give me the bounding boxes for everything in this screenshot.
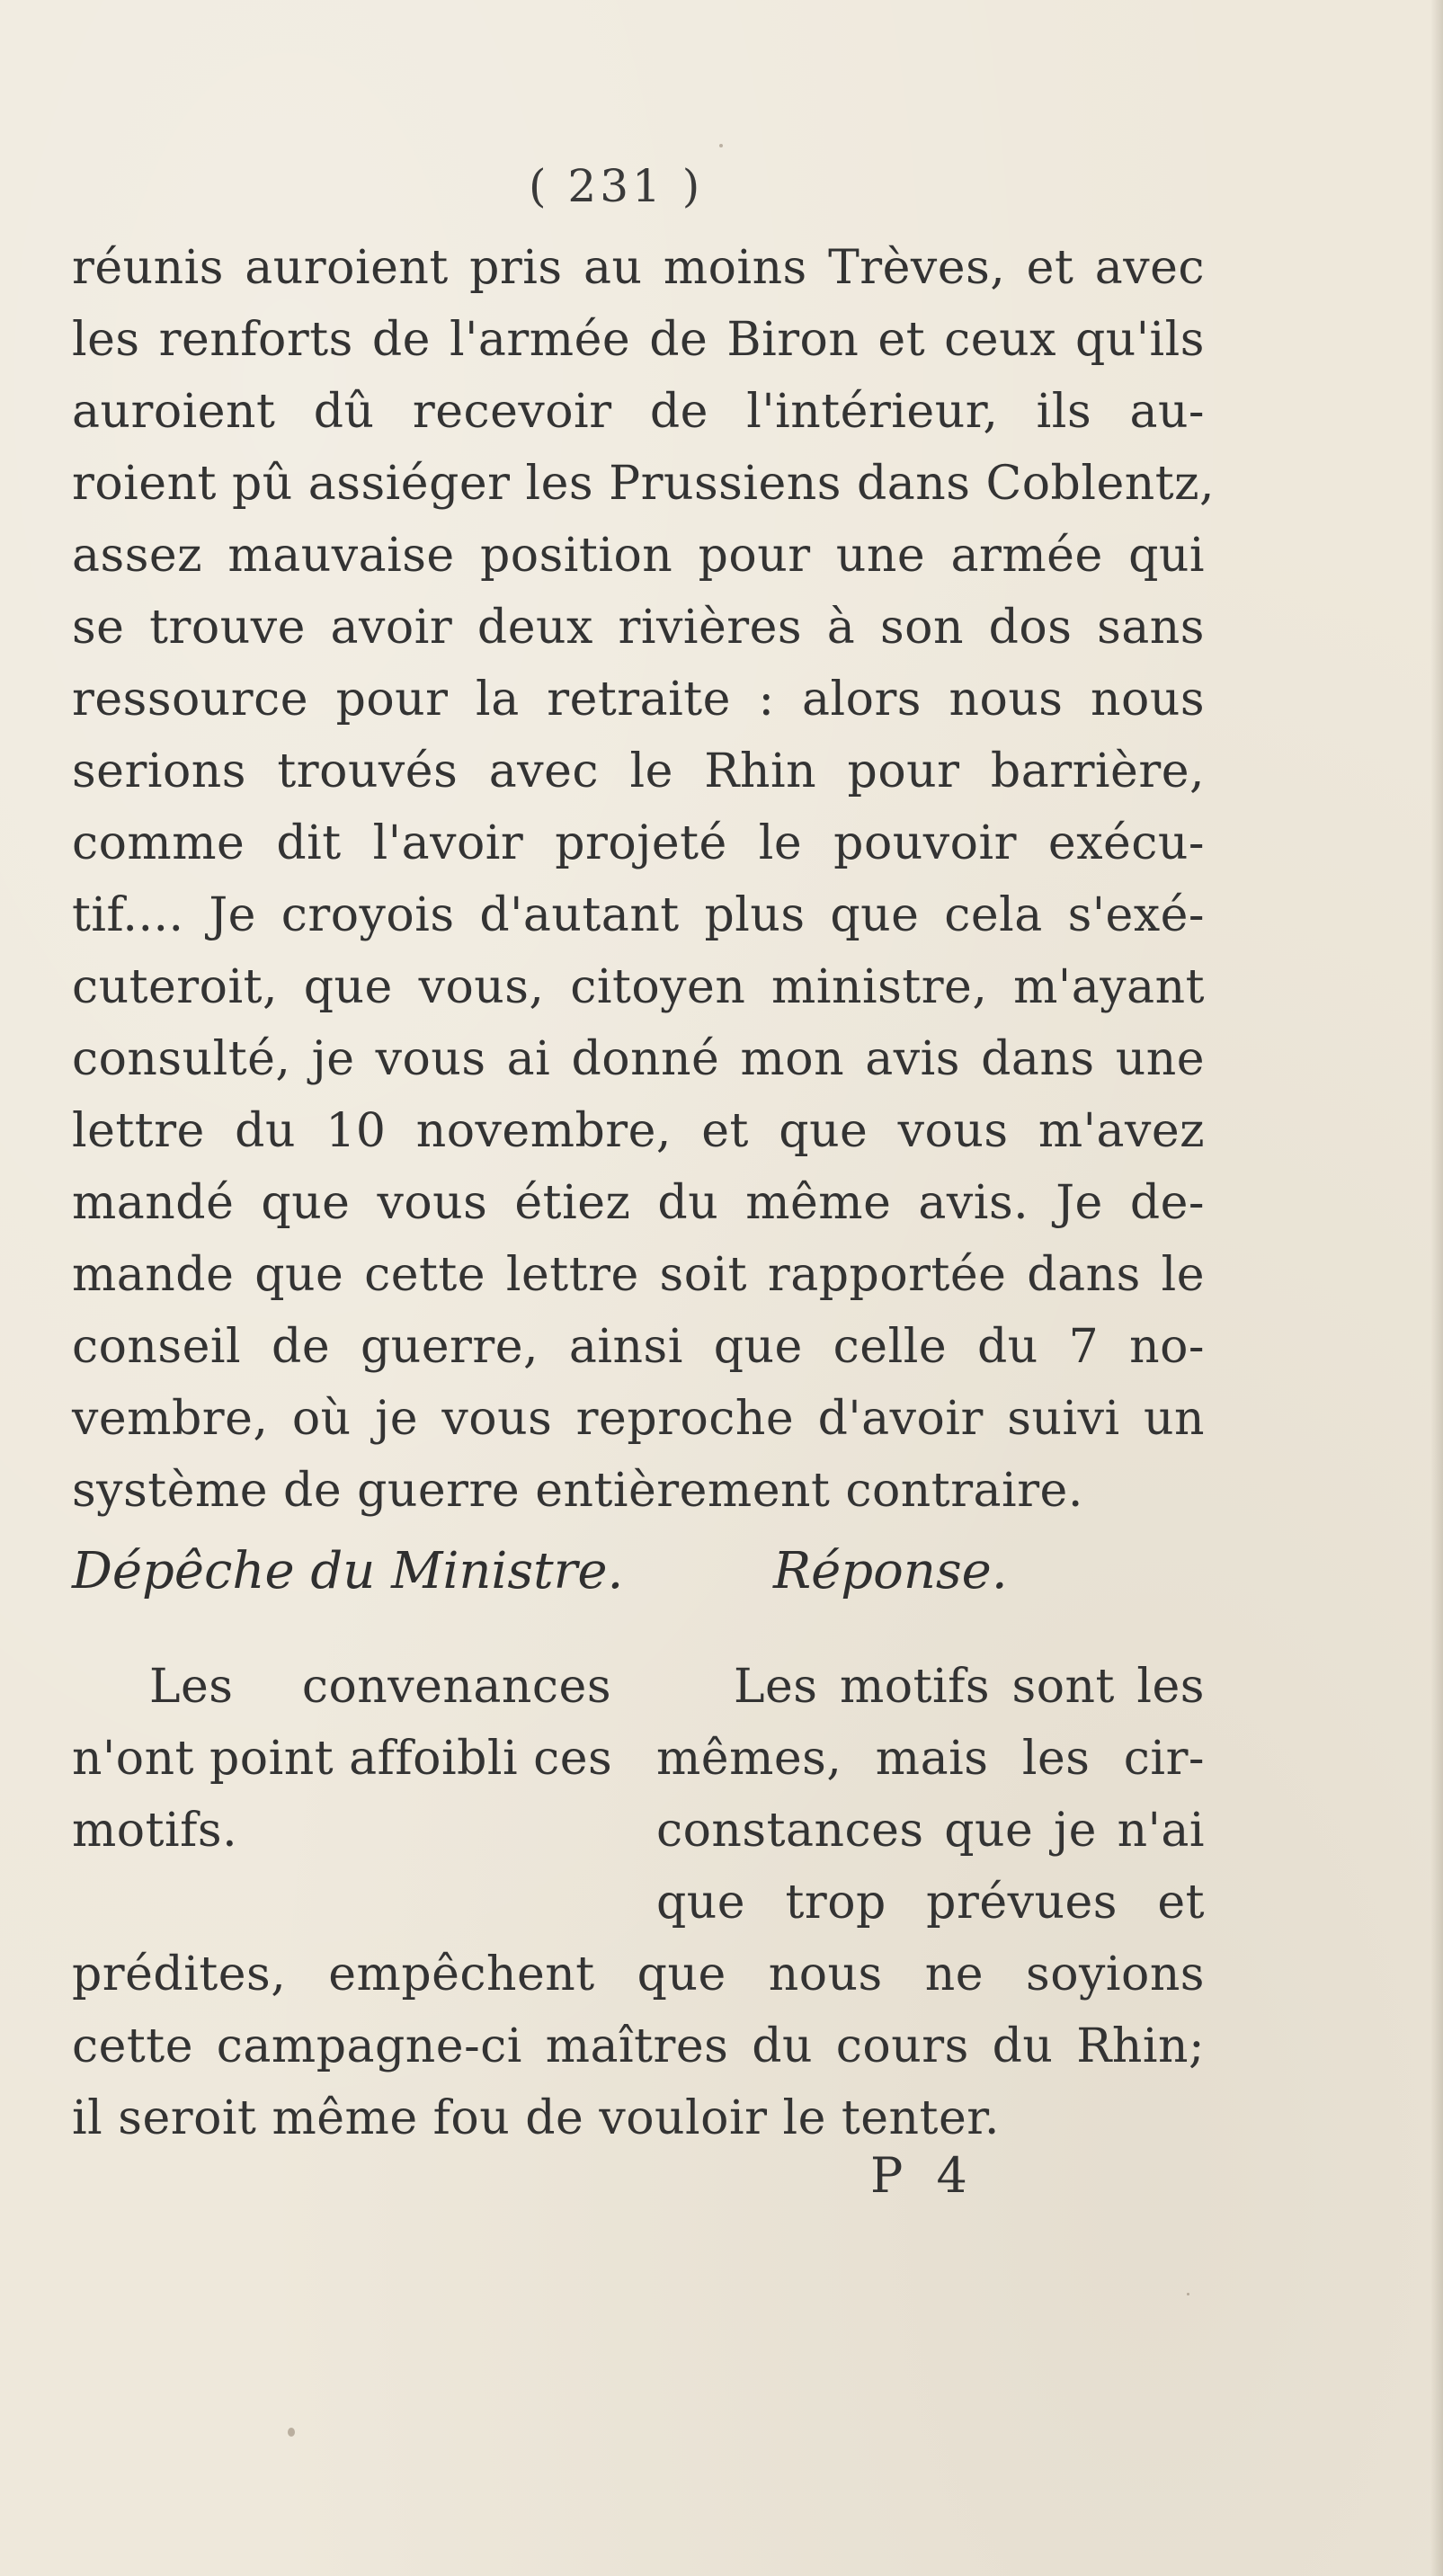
- text-line: prédites, empêchent que nous ne soyions: [72, 1948, 1205, 2001]
- text-line: vembre, où je vous reproche d'avoir suivi un: [72, 1392, 1205, 1446]
- text-line: mande que cette lettre soit rapportée dans le: [72, 1248, 1205, 1302]
- response-line: que trop prévues et: [656, 1876, 1205, 1930]
- page-number: ( 231 ): [529, 160, 704, 212]
- text-line: ressource pour la retraite : alors nous nous: [72, 673, 1205, 726]
- response-column: [656, 1651, 1205, 1939]
- text-line: serions trouvés avec le Rhin pour barrière,: [72, 744, 1205, 798]
- text-line: tif.... Je croyois d'autant plus que cela s'exé-: [72, 888, 1205, 942]
- text-line: assez mauvaise position pour une armée qui: [72, 529, 1205, 583]
- text-line: réunis auroient pris au moins Trèves, et avec: [72, 241, 1205, 295]
- text-line: lettre du 10 novembre, et que vous m'avez: [72, 1104, 1205, 1158]
- response-heading: Réponse.: [773, 1542, 1008, 1600]
- signature-mark: P 4: [870, 2147, 976, 2204]
- text-line: il seroit même fou de vouloir le tenter.: [72, 2091, 1000, 2145]
- text-line: auroient dû recevoir de l'intérieur, ils au-: [72, 385, 1205, 439]
- dispatch-line: n'ont point affoibli ces: [72, 1732, 613, 1786]
- column-headings: [72, 1536, 1205, 1608]
- dispatch-heading: Dépêche du Ministre.: [72, 1542, 624, 1600]
- dispatch-line: Les convenances: [149, 1660, 611, 1714]
- text-line: mandé que vous étiez du même avis. Je de-: [72, 1176, 1205, 1230]
- text-line: les renforts de l'armée de Biron et ceux qu'ils: [72, 313, 1205, 367]
- body-paragraph: [72, 232, 1216, 1527]
- response-line: mêmes, mais les cir-: [656, 1732, 1205, 1786]
- paper-speck: [288, 2428, 295, 2437]
- response-continuation: [72, 1939, 1205, 2154]
- text-line: conseil de guerre, ainsi que celle du 7 no-: [72, 1320, 1205, 1374]
- dispatch-column: [72, 1651, 611, 1867]
- dispatch-line: motifs.: [72, 1804, 238, 1858]
- paper-speck: [1187, 2293, 1189, 2295]
- text-line: cette campagne-ci maîtres du cours du Rhin;: [72, 2019, 1205, 2073]
- response-line: Les motifs sont les: [734, 1660, 1205, 1714]
- text-line: se trouve avoir deux rivières à son dos sans: [72, 601, 1205, 655]
- text-line: cuteroit, que vous, citoyen ministre, m'ayant: [72, 960, 1205, 1014]
- page-edge-shadow: [1430, 0, 1443, 2576]
- text-line: comme dit l'avoir projeté le pouvoir exécu-: [72, 816, 1205, 870]
- paper-speck: [719, 144, 723, 147]
- text-line: système de guerre entièrement contraire.: [72, 1464, 1083, 1518]
- response-line: constances que je n'ai: [656, 1804, 1205, 1858]
- text-line: consulté, je vous ai donné mon avis dans une: [72, 1032, 1205, 1086]
- text-line: roient pû assiéger les Prussiens dans Coblentz,: [72, 457, 1216, 511]
